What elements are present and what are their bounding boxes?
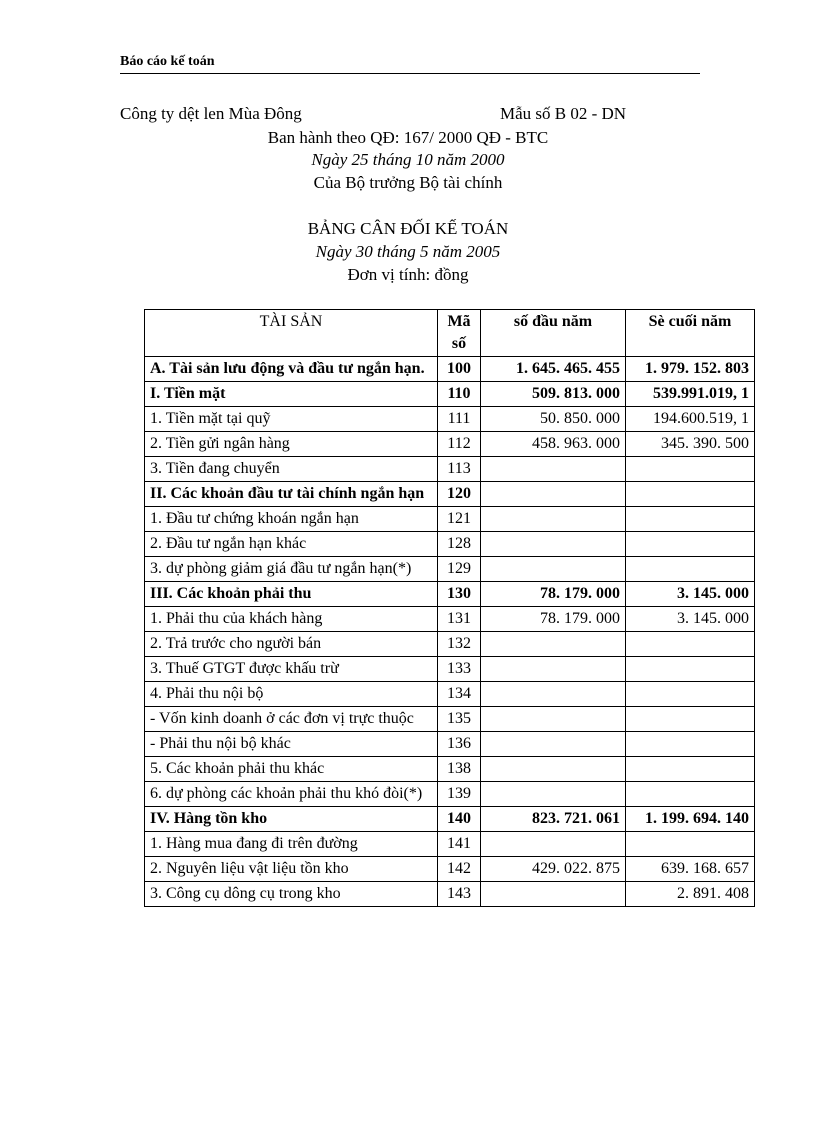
row-name-cell: 2. Nguyên liệu vật liệu tồn kho xyxy=(145,857,438,882)
row-begin-year-cell xyxy=(481,482,626,507)
row-name-cell: 1. Phải thu của khách hàng xyxy=(145,607,438,632)
table-row xyxy=(145,632,755,657)
row-begin-year-cell: 78. 179. 000 xyxy=(481,582,626,607)
row-code-cell: 131 xyxy=(438,607,481,632)
row-end-year-cell xyxy=(626,707,755,732)
table-row xyxy=(145,507,755,532)
row-name-cell: 2. Trả trước cho người bán xyxy=(145,632,438,657)
row-begin-year-cell xyxy=(481,707,626,732)
row-name-cell: 2. Đầu tư ngắn hạn khác xyxy=(145,532,438,557)
row-end-year-cell: 639. 168. 657 xyxy=(626,857,755,882)
row-code-cell: 110 xyxy=(438,382,481,407)
row-name-cell: 3. Công cụ dông cụ trong kho xyxy=(145,882,438,907)
header-asset: TÀI SẢN xyxy=(145,310,438,357)
row-code-cell: 130 xyxy=(438,582,481,607)
row-code-cell: 120 xyxy=(438,482,481,507)
row-begin-year-cell xyxy=(481,657,626,682)
row-name-cell: 1. Đầu tư chứng khoán ngắn hạn xyxy=(145,507,438,532)
row-code-cell: 142 xyxy=(438,857,481,882)
row-end-year-cell: 194.600.519, 1 xyxy=(626,407,755,432)
row-name-cell: 2. Tiền gửi ngân hàng xyxy=(145,432,438,457)
row-begin-year-cell: 823. 721. 061 xyxy=(481,807,626,832)
row-code-cell: 135 xyxy=(438,707,481,732)
row-begin-year-cell xyxy=(481,757,626,782)
row-name-cell: - Phải thu nội bộ khác xyxy=(145,732,438,757)
row-begin-year-cell xyxy=(481,782,626,807)
table-row xyxy=(145,782,755,807)
row-begin-year-cell: 509. 813. 000 xyxy=(481,382,626,407)
row-name-cell: 3. Tiền đang chuyển xyxy=(145,457,438,482)
row-code-cell: 112 xyxy=(438,432,481,457)
table-row xyxy=(145,432,755,457)
row-end-year-cell xyxy=(626,657,755,682)
table-row xyxy=(145,682,755,707)
table-row xyxy=(145,807,755,832)
row-name-cell: 3. Thuế GTGT được khấu trừ xyxy=(145,657,438,682)
row-name-cell: - Vốn kinh doanh ở các đơn vị trực thuộc xyxy=(145,707,438,732)
row-begin-year-cell xyxy=(481,532,626,557)
row-name-cell: 6. dự phòng các khoản phải thu khó đòi(*) xyxy=(145,782,438,807)
row-end-year-cell: 3. 145. 000 xyxy=(626,582,755,607)
row-end-year-cell xyxy=(626,682,755,707)
row-begin-year-cell xyxy=(481,832,626,857)
row-end-year-cell xyxy=(626,457,755,482)
table-row xyxy=(145,482,755,507)
row-begin-year-cell: 1. 645. 465. 455 xyxy=(481,357,626,382)
row-name-cell: II. Các khoản đầu tư tài chính ngắn hạn xyxy=(145,482,438,507)
row-end-year-cell xyxy=(626,732,755,757)
row-end-year-cell xyxy=(626,532,755,557)
row-code-cell: 100 xyxy=(438,357,481,382)
table-row xyxy=(145,732,755,757)
row-end-year-cell: 1. 979. 152. 803 xyxy=(626,357,755,382)
table-row xyxy=(145,857,755,882)
row-end-year-cell: 345. 390. 500 xyxy=(626,432,755,457)
row-begin-year-cell: 458. 963. 000 xyxy=(481,432,626,457)
row-code-cell: 138 xyxy=(438,757,481,782)
row-name-cell: 5. Các khoản phải thu khác xyxy=(145,757,438,782)
row-code-cell: 134 xyxy=(438,682,481,707)
row-code-cell: 129 xyxy=(438,557,481,582)
row-end-year-cell xyxy=(626,782,755,807)
table-row xyxy=(145,607,755,632)
table-row xyxy=(145,757,755,782)
table-row xyxy=(145,832,755,857)
issue-date: Ngày 25 tháng 10 năm 2000 xyxy=(311,150,505,169)
row-begin-year-cell xyxy=(481,682,626,707)
row-end-year-cell: 2. 891. 408 xyxy=(626,882,755,907)
table-row xyxy=(145,657,755,682)
row-end-year-cell xyxy=(626,482,755,507)
table-row xyxy=(145,532,755,557)
row-name-cell: 3. dự phòng giảm giá đầu tư ngắn hạn(*) xyxy=(145,557,438,582)
running-header: Báo cáo kế toán xyxy=(120,54,700,74)
row-end-year-cell: 539.991.019, 1 xyxy=(626,382,755,407)
table-row xyxy=(145,457,755,482)
form-code: Mẫu số B 02 - DN xyxy=(500,104,627,123)
row-name-cell: 1. Hàng mua đang đi trên đường xyxy=(145,832,438,857)
row-code-cell: 128 xyxy=(438,532,481,557)
issued-by: Ban hành theo QĐ: 167/ 2000 QĐ - BTC xyxy=(267,128,549,147)
row-name-cell: IV. Hàng tồn kho xyxy=(145,807,438,832)
table-row xyxy=(145,382,755,407)
header-code: Mã số xyxy=(438,310,481,357)
row-end-year-cell: 3. 145. 000 xyxy=(626,607,755,632)
row-begin-year-cell: 78. 179. 000 xyxy=(481,607,626,632)
row-code-cell: 132 xyxy=(438,632,481,657)
company-name: Công ty dệt len Mùa Đông xyxy=(120,104,302,123)
row-code-cell: 140 xyxy=(438,807,481,832)
header-end-year: Sè cuối năm xyxy=(626,310,755,357)
report-date: Ngày 30 tháng 5 năm 2005 xyxy=(315,242,501,261)
row-begin-year-cell xyxy=(481,507,626,532)
row-end-year-cell xyxy=(626,757,755,782)
row-name-cell: III. Các khoản phải thu xyxy=(145,582,438,607)
table-row xyxy=(145,407,755,432)
row-end-year-cell: 1. 199. 694. 140 xyxy=(626,807,755,832)
header-begin-year: số đầu năm xyxy=(481,310,626,357)
row-begin-year-cell: 50. 850. 000 xyxy=(481,407,626,432)
row-code-cell: 141 xyxy=(438,832,481,857)
page-title: BẢNG CÂN ĐỐI KẾ TOÁN xyxy=(307,219,509,238)
row-end-year-cell xyxy=(626,832,755,857)
table-header-row xyxy=(145,310,755,357)
row-code-cell: 121 xyxy=(438,507,481,532)
table-row xyxy=(145,582,755,607)
issuer: Của Bộ trưởng Bộ tài chính xyxy=(313,173,503,192)
row-begin-year-cell: 429. 022. 875 xyxy=(481,857,626,882)
row-code-cell: 111 xyxy=(438,407,481,432)
table-row xyxy=(145,882,755,907)
balance-sheet-table xyxy=(144,309,755,907)
row-name-cell: I. Tiền mặt xyxy=(145,382,438,407)
row-code-cell: 143 xyxy=(438,882,481,907)
row-code-cell: 139 xyxy=(438,782,481,807)
row-begin-year-cell xyxy=(481,457,626,482)
row-code-cell: 136 xyxy=(438,732,481,757)
row-name-cell: 4. Phải thu nội bộ xyxy=(145,682,438,707)
unit-label: Đơn vị tính: đồng xyxy=(347,265,469,284)
row-begin-year-cell xyxy=(481,732,626,757)
row-end-year-cell xyxy=(626,557,755,582)
table-row xyxy=(145,707,755,732)
row-end-year-cell xyxy=(626,632,755,657)
row-name-cell: 1. Tiền mặt tại quỹ xyxy=(145,407,438,432)
table-row xyxy=(145,557,755,582)
row-name-cell: A. Tài sản lưu động và đầu tư ngắn hạn. xyxy=(145,357,438,382)
row-code-cell: 133 xyxy=(438,657,481,682)
row-begin-year-cell xyxy=(481,882,626,907)
row-begin-year-cell xyxy=(481,557,626,582)
table-row xyxy=(145,357,755,382)
row-end-year-cell xyxy=(626,507,755,532)
row-code-cell: 113 xyxy=(438,457,481,482)
row-begin-year-cell xyxy=(481,632,626,657)
